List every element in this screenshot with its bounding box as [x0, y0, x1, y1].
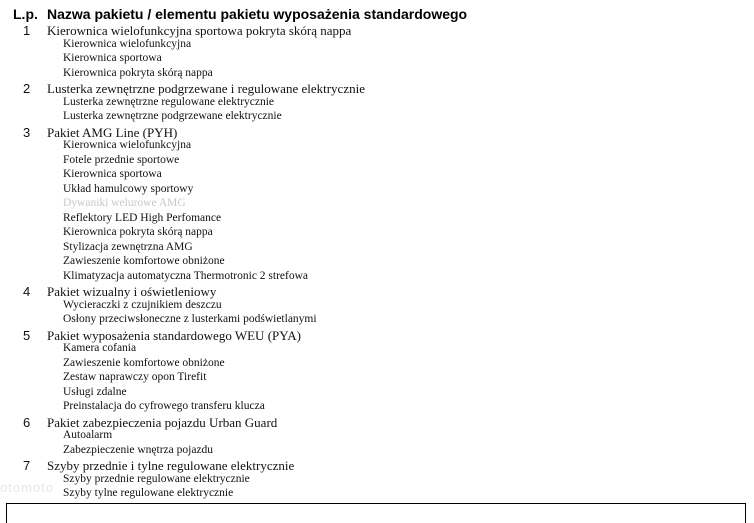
- table-header: [0, 4, 754, 24]
- package-title: Pakiet wyposażenia standardowego WEU (PYA): [47, 327, 301, 343]
- package-number: 5: [23, 327, 31, 343]
- package-item: Zawieszenie komfortowe obniżone: [63, 356, 225, 369]
- package-item: Usługi zdalne: [63, 385, 127, 398]
- package-item: Szyby tylne regulowane elektrycznie: [63, 487, 234, 499]
- package-item: Kamera cofania: [63, 342, 137, 354]
- package-number: 6: [23, 414, 31, 430]
- package-item: Lusterka zewnętrzne podgrzewane elektrycznie: [63, 110, 282, 122]
- package-item: Kierownica wielofunkcyjna: [63, 37, 192, 50]
- package-number: 2: [23, 81, 31, 96]
- package-item: Autoalarm: [63, 429, 113, 441]
- package-item: Kierownica wielofunkcyjna: [63, 139, 192, 151]
- package-item: Zestaw naprawczy opon Tirefit: [63, 371, 207, 383]
- package-item: Kierownica pokryta skórą nappa: [63, 66, 213, 79]
- package-title: Pakiet zabezpieczenia pojazdu Urban Guard: [47, 414, 278, 430]
- package-item: Kierownica sportowa: [63, 52, 162, 64]
- package-title: Lusterka zewnętrzne podgrzewane i regulowane elektrycznie: [47, 81, 365, 96]
- watermark: otomoto: [0, 480, 54, 495]
- package-title: Pakiet wizualny i oświetleniowy: [47, 284, 217, 299]
- package-item: Osłony przeciwsłoneczne z lusterkami podświetlanymi: [63, 313, 317, 325]
- package-item: Dywaniki welurowe AMG: [63, 197, 186, 209]
- package-number: 1: [23, 23, 31, 38]
- package-item: Reflektory LED High Perfomance: [63, 211, 222, 224]
- package-number: 4: [23, 284, 31, 299]
- package-item: Stylizacja zewnętrzna AMG: [63, 240, 193, 253]
- package-item: Szyby przednie regulowane elektrycznie: [63, 472, 250, 485]
- package-item: Zabezpieczenie wnętrza pojazdu: [63, 443, 214, 456]
- package-number: 3: [23, 124, 31, 140]
- package-item: Klimatyzacja automatyczna Thermotronic 2 strefowa: [63, 269, 309, 282]
- package-item: Lusterka zewnętrzne regulowane elektrycznie: [63, 95, 275, 108]
- bottom-table-border: [6, 503, 746, 523]
- header-lp: L.p.: [13, 6, 38, 22]
- package-item: Kierownica sportowa: [63, 168, 162, 180]
- package-title: Pakiet AMG Line (PYH): [47, 124, 178, 140]
- package-item: Zawieszenie komfortowe obniżone: [63, 255, 225, 267]
- package-item: Preinstalacja do cyfrowego transferu klucza: [63, 400, 265, 412]
- package-number: 7: [23, 458, 31, 473]
- package-item: Fotele przednie sportowe: [63, 153, 180, 166]
- header-package-name: Nazwa pakietu / elementu pakietu wyposażenia standardowego: [47, 6, 468, 22]
- package-item: Wycieraczki z czujnikiem deszczu: [63, 298, 222, 311]
- package-title: Szyby przednie i tylne regulowane elektrycznie: [47, 458, 295, 473]
- package-title: Kierownica wielofunkcyjna sportowa pokryta skórą nappa: [47, 23, 352, 38]
- package-item: Układ hamulcowy sportowy: [63, 182, 194, 195]
- package-item: Kierownica pokryta skórą nappa: [63, 226, 213, 238]
